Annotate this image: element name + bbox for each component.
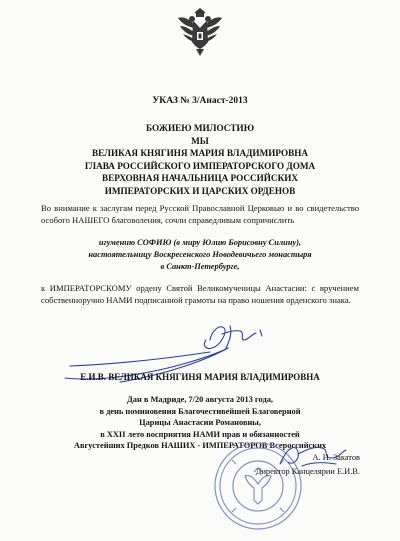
given-line: в день поминовения Благочестивейшей Благоверной bbox=[99, 406, 301, 416]
award-line: настоятельницу Воскресенского Новодевичьего монастыря bbox=[88, 249, 312, 259]
given-line: Царицы Анастасии Романовны, bbox=[139, 418, 261, 428]
decree-number: УКАЗ № 3/Анаст-2013 bbox=[152, 96, 248, 106]
cosigner-block bbox=[180, 451, 360, 478]
given-line: Дан в Мадриде, 7/20 августа 2013 года, bbox=[127, 395, 273, 404]
decree-heading bbox=[0, 122, 400, 198]
award-recipient bbox=[0, 237, 400, 272]
award-line: в Санкт-Петербурге, bbox=[160, 261, 240, 271]
signer-title: Е.И.В. ВЕЛИКАЯ КНЯГИНЯ МАРИЯ ВЛАДИМИРОВНА bbox=[80, 372, 320, 382]
body-paragraph-order: к ИМПЕРАТОРСКОМУ ордену Святой Великомученицы Анастасии: с вручением собственноручно НАМИ подписанной грамоты на право ношения орденского знака. bbox=[41, 283, 359, 305]
award-line: игумению СОФИЮ (в миру Юлию Борисовну Силину), bbox=[98, 238, 302, 247]
cosigner-name: А. Н. Закатов bbox=[312, 453, 360, 462]
heading-line: БОЖИЕЮ МИЛОСТИЮ bbox=[145, 123, 255, 133]
heading-line: ГЛАВА РОССИЙСКОГО ИМПЕРАТОРСКОГО ДОМА bbox=[84, 160, 316, 171]
heading-line: ВЕЛИКАЯ КНЯГИНЯ МАРИЯ ВЛАДИМИРОВНА bbox=[91, 148, 309, 159]
heading-line: ВЕРХОВНАЯ НАЧАЛЬНИЦА РОССИЙСКИХ bbox=[101, 173, 299, 184]
body-paragraph-merits: Во внимание к заслугам перед Русской Православной Церковью и во свидетельство особого НАШЕГО благоволения, сочли справедливым сопричислить bbox=[41, 203, 359, 225]
double-headed-eagle-icon bbox=[174, 6, 226, 58]
heading-line: МЫ bbox=[191, 135, 209, 146]
heading-line: ИМПЕРАТОРСКИХ И ЦАРСКИХ ОРДЕНОВ bbox=[104, 185, 296, 196]
given-line: Августейших Предков НАШИХ - ИМПЕРАТОРОВ Всероссийских bbox=[73, 441, 327, 451]
given-line: в XXII лето восприятия НАМИ прав и обязанностей bbox=[100, 429, 300, 439]
cosigner-position: Директор Канцелярии Е.И.В. bbox=[255, 466, 360, 476]
